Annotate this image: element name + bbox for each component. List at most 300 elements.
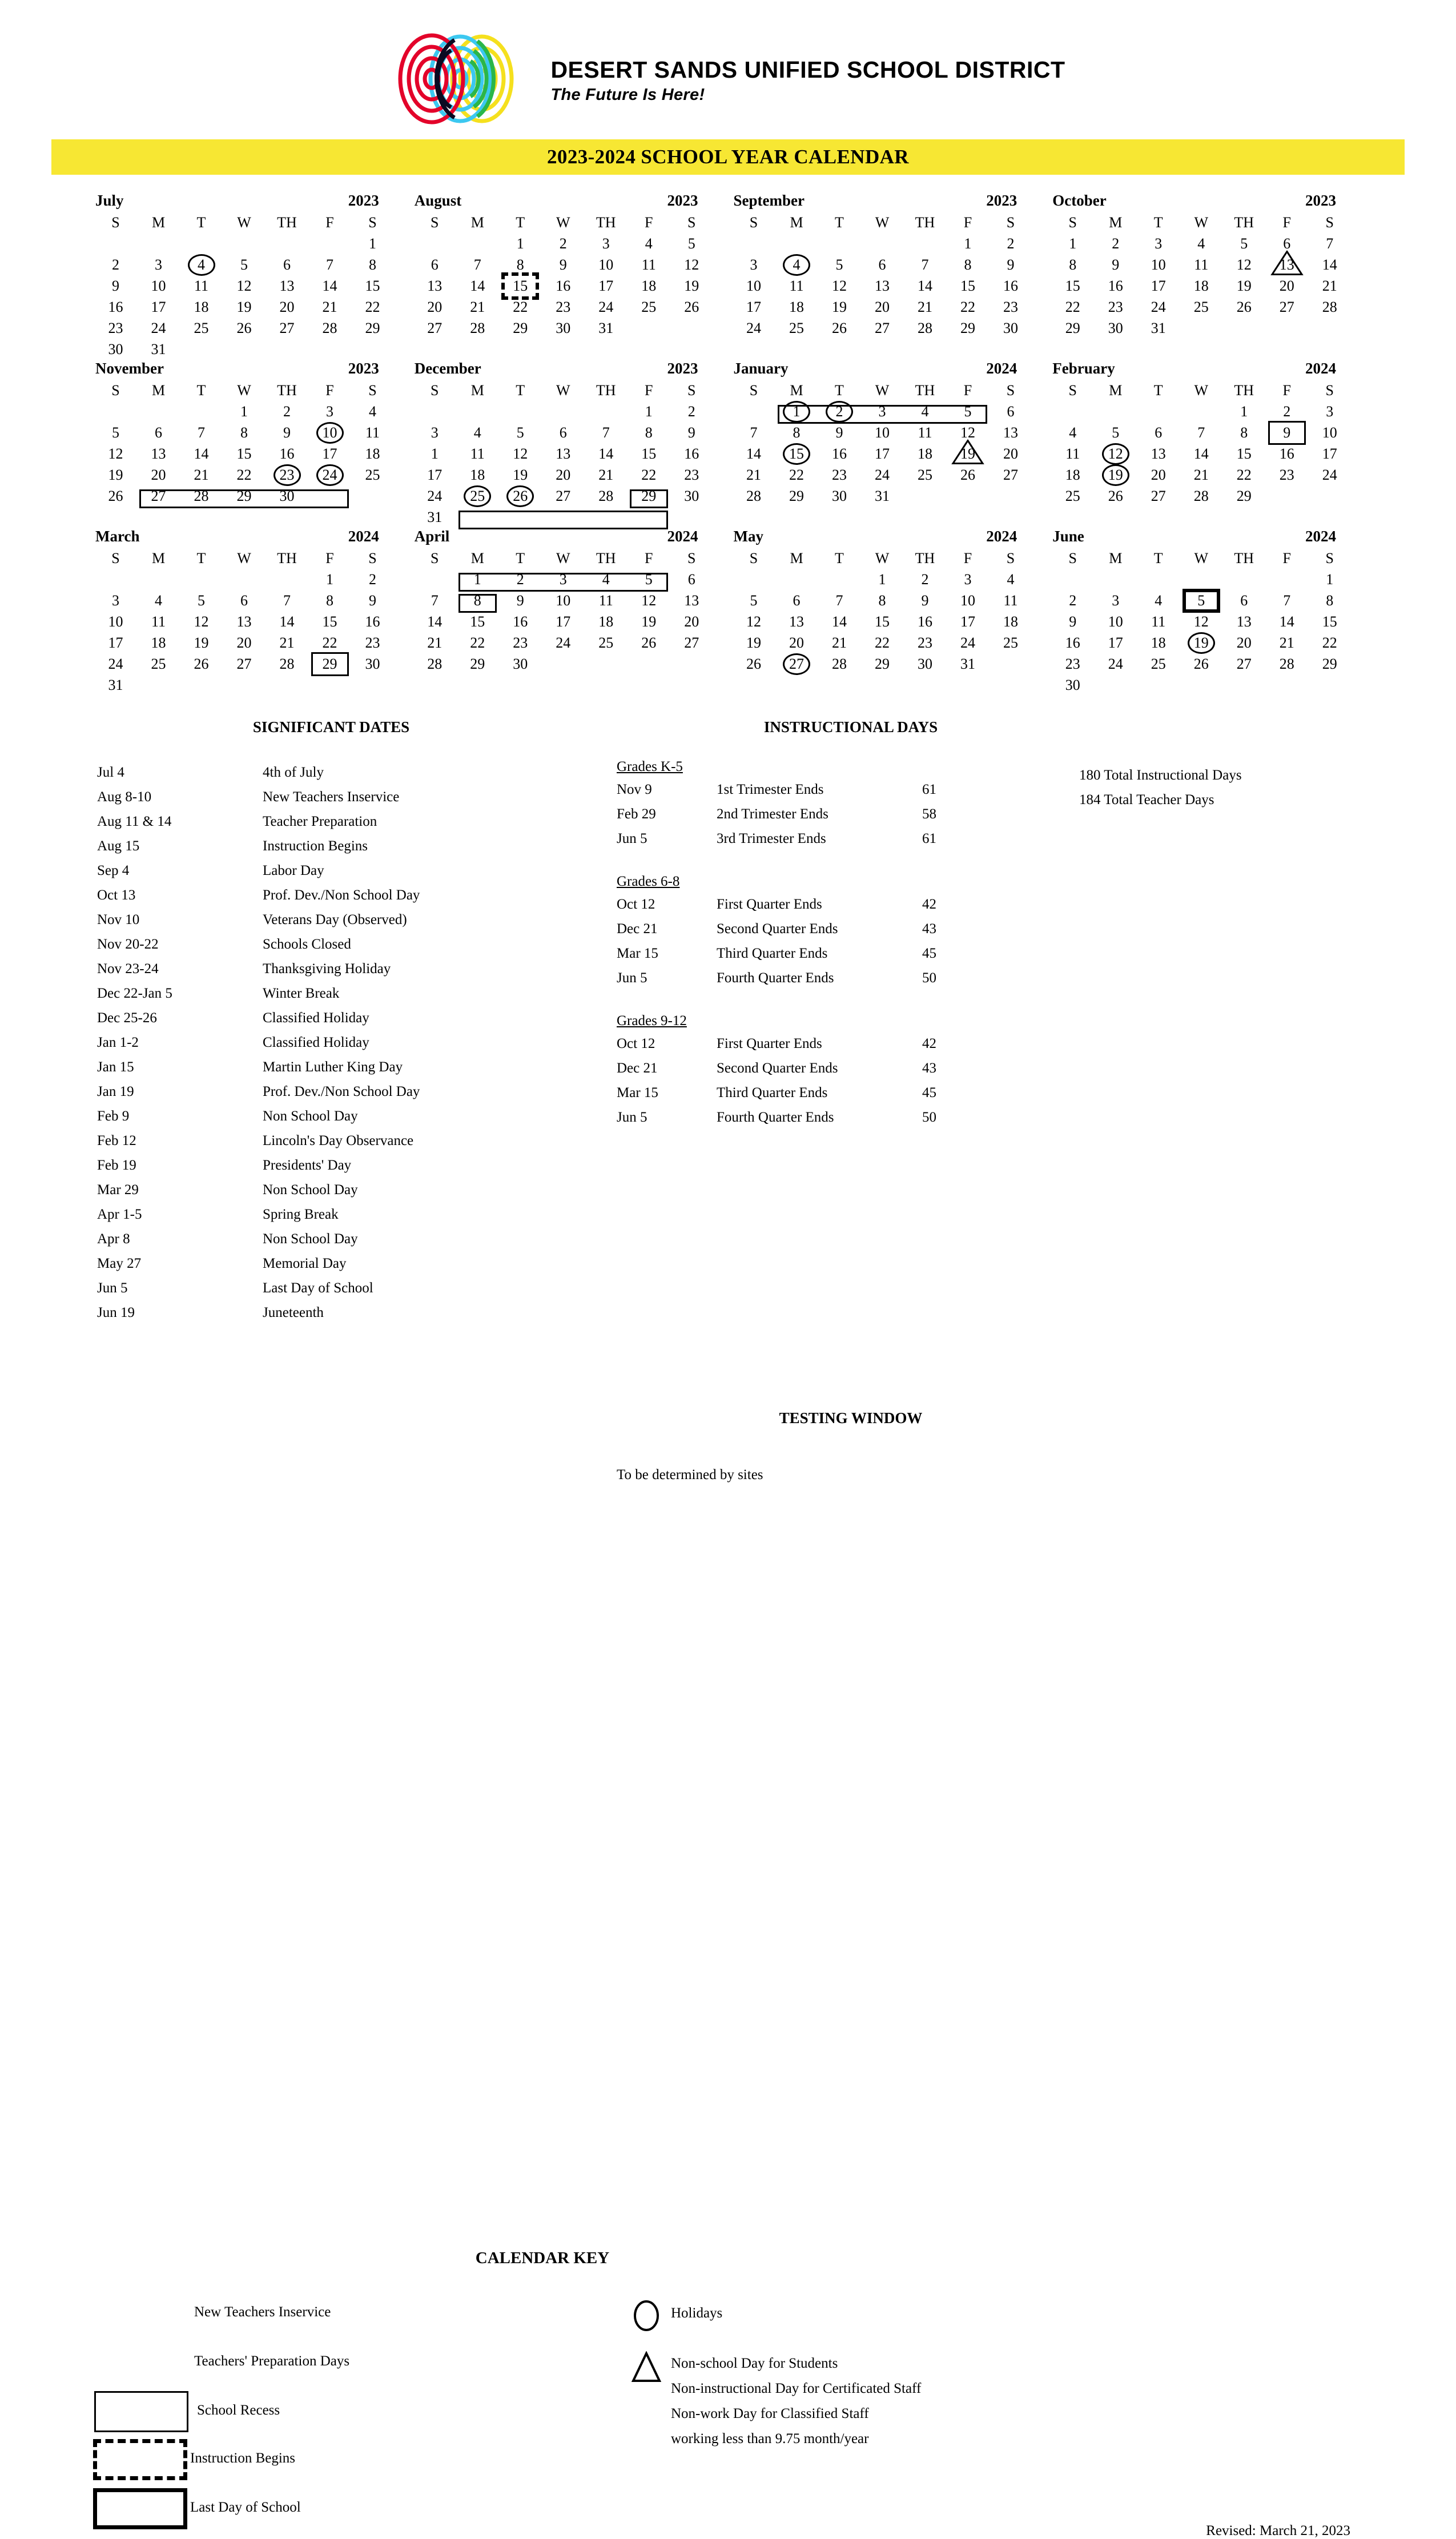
day-cell-30[interactable] [1094, 318, 1137, 339]
day-cell-23[interactable] [670, 464, 713, 485]
day-cell-27[interactable] [775, 653, 818, 674]
day-cell-25[interactable] [137, 653, 180, 674]
day-cell-2[interactable] [1265, 401, 1308, 422]
day-cell-26[interactable] [180, 653, 223, 674]
day-cell-3[interactable] [733, 254, 775, 275]
day-cell-27[interactable] [413, 318, 456, 339]
day-cell-9[interactable] [1051, 611, 1094, 632]
day-cell-4[interactable] [990, 569, 1032, 590]
day-cell-17[interactable] [94, 632, 137, 653]
day-cell-6[interactable] [1137, 422, 1180, 443]
day-cell-23[interactable] [499, 632, 542, 653]
day-cell-27[interactable] [1137, 485, 1180, 507]
day-cell-23[interactable] [1094, 296, 1137, 318]
day-cell-27[interactable] [990, 464, 1032, 485]
day-cell-14[interactable] [413, 611, 456, 632]
day-cell-1[interactable] [1051, 233, 1094, 254]
day-cell-24[interactable] [413, 485, 456, 507]
day-cell-7[interactable] [1180, 422, 1222, 443]
day-cell-2[interactable] [1094, 233, 1137, 254]
day-cell-25[interactable] [628, 296, 670, 318]
day-cell-13[interactable] [990, 422, 1032, 443]
day-cell-21[interactable] [904, 296, 947, 318]
day-cell-19[interactable] [670, 275, 713, 296]
day-cell-26[interactable] [1222, 296, 1265, 318]
day-cell-31[interactable] [94, 674, 137, 696]
day-cell-16[interactable] [499, 611, 542, 632]
day-cell-15[interactable] [861, 611, 904, 632]
day-cell-11[interactable] [585, 590, 628, 611]
day-cell-22[interactable] [456, 632, 499, 653]
day-cell-28[interactable] [1308, 296, 1351, 318]
day-cell-7[interactable] [1265, 590, 1308, 611]
day-cell-2[interactable] [904, 569, 947, 590]
day-cell-23[interactable] [351, 632, 394, 653]
day-cell-17[interactable] [137, 296, 180, 318]
day-cell-10[interactable] [861, 422, 904, 443]
day-cell-9[interactable] [499, 590, 542, 611]
day-cell-22[interactable] [628, 464, 670, 485]
day-cell-10[interactable] [137, 275, 180, 296]
day-cell-20[interactable] [413, 296, 456, 318]
day-cell-15[interactable] [351, 275, 394, 296]
day-cell-18[interactable] [351, 443, 394, 464]
day-cell-6[interactable] [413, 254, 456, 275]
day-cell-21[interactable] [818, 632, 861, 653]
day-cell-19[interactable] [94, 464, 137, 485]
day-cell-26[interactable] [670, 296, 713, 318]
day-cell-12[interactable] [818, 275, 861, 296]
day-cell-9[interactable] [266, 422, 308, 443]
day-cell-9[interactable] [1094, 254, 1137, 275]
day-cell-11[interactable] [137, 611, 180, 632]
day-cell-15[interactable] [1222, 443, 1265, 464]
day-cell-12[interactable] [1180, 611, 1222, 632]
day-cell-27[interactable] [1222, 653, 1265, 674]
day-cell-31[interactable] [413, 507, 456, 528]
day-cell-25[interactable] [1180, 296, 1222, 318]
day-cell-10[interactable] [413, 443, 456, 464]
day-cell-7[interactable] [413, 590, 456, 611]
day-cell-17[interactable] [542, 611, 585, 632]
day-cell-7[interactable] [733, 422, 775, 443]
day-cell-15[interactable] [775, 443, 818, 464]
day-cell-1[interactable] [861, 569, 904, 590]
day-cell-11[interactable] [1137, 611, 1180, 632]
day-cell-2[interactable] [266, 401, 308, 422]
day-cell-24[interactable] [585, 296, 628, 318]
day-cell-6[interactable] [1265, 233, 1308, 254]
day-cell-9[interactable] [1265, 422, 1308, 443]
day-cell-9[interactable] [542, 254, 585, 275]
day-cell-4[interactable] [628, 233, 670, 254]
day-cell-6[interactable] [137, 422, 180, 443]
day-cell-15[interactable] [947, 275, 990, 296]
day-cell-28[interactable] [413, 653, 456, 674]
day-cell-25[interactable] [585, 632, 628, 653]
day-cell-6[interactable] [670, 569, 713, 590]
day-cell-21[interactable] [1308, 275, 1351, 296]
day-cell-5[interactable] [628, 569, 670, 590]
day-cell-1[interactable] [947, 233, 990, 254]
day-cell-26[interactable] [818, 318, 861, 339]
day-cell-13[interactable] [775, 611, 818, 632]
day-cell-9[interactable] [351, 590, 394, 611]
day-cell-2[interactable] [818, 401, 861, 422]
day-cell-10[interactable] [947, 590, 990, 611]
day-cell-26[interactable] [223, 318, 266, 339]
day-cell-11[interactable] [456, 443, 499, 464]
day-cell-23[interactable] [266, 464, 308, 485]
day-cell-13[interactable] [137, 443, 180, 464]
day-cell-25[interactable] [1051, 485, 1094, 507]
day-cell-20[interactable] [775, 632, 818, 653]
day-cell-28[interactable] [904, 318, 947, 339]
day-cell-12[interactable] [1222, 254, 1265, 275]
day-cell-26[interactable] [733, 653, 775, 674]
day-cell-25[interactable] [351, 464, 394, 485]
day-cell-28[interactable] [1180, 485, 1222, 507]
day-cell-14[interactable] [1308, 254, 1351, 275]
day-cell-5[interactable] [947, 401, 990, 422]
day-cell-29[interactable] [1222, 485, 1265, 507]
day-cell-8[interactable] [351, 254, 394, 275]
day-cell-25[interactable] [775, 318, 818, 339]
day-cell-22[interactable] [861, 632, 904, 653]
day-cell-11[interactable] [1051, 443, 1094, 464]
day-cell-18[interactable] [1051, 464, 1094, 485]
day-cell-29[interactable] [775, 485, 818, 507]
day-cell-27[interactable] [1265, 296, 1308, 318]
day-cell-17[interactable] [733, 296, 775, 318]
day-cell-5[interactable] [94, 422, 137, 443]
day-cell-3[interactable] [1308, 401, 1351, 422]
day-cell-29[interactable] [308, 653, 351, 674]
day-cell-28[interactable] [180, 485, 223, 507]
day-cell-19[interactable] [499, 464, 542, 485]
day-cell-24[interactable] [947, 632, 990, 653]
day-cell-20[interactable] [1265, 275, 1308, 296]
day-cell-7[interactable] [266, 590, 308, 611]
day-cell-18[interactable] [1180, 275, 1222, 296]
day-cell-12[interactable] [94, 443, 137, 464]
day-cell-2[interactable] [499, 569, 542, 590]
day-cell-28[interactable] [266, 653, 308, 674]
day-cell-14[interactable] [180, 443, 223, 464]
day-cell-5[interactable] [499, 422, 542, 443]
day-cell-28[interactable] [1265, 653, 1308, 674]
day-cell-4[interactable] [1180, 233, 1222, 254]
day-cell-21[interactable] [180, 464, 223, 485]
day-cell-1[interactable] [351, 233, 394, 254]
day-cell-12[interactable] [947, 422, 990, 443]
day-cell-24[interactable] [94, 653, 137, 674]
day-cell-8[interactable] [1308, 590, 1351, 611]
day-cell-29[interactable] [499, 318, 542, 339]
day-cell-7[interactable] [1308, 233, 1351, 254]
day-cell-14[interactable] [585, 443, 628, 464]
day-cell-25[interactable] [1137, 653, 1180, 674]
day-cell-11[interactable] [904, 422, 947, 443]
day-cell-11[interactable] [990, 590, 1032, 611]
day-cell-8[interactable] [308, 590, 351, 611]
day-cell-3[interactable] [1094, 590, 1137, 611]
day-cell-5[interactable] [1094, 422, 1137, 443]
day-cell-16[interactable] [266, 443, 308, 464]
day-cell-6[interactable] [861, 254, 904, 275]
day-cell-16[interactable] [1051, 632, 1094, 653]
day-cell-1[interactable] [499, 233, 542, 254]
day-cell-10[interactable] [733, 275, 775, 296]
day-cell-26[interactable] [947, 464, 990, 485]
day-cell-21[interactable] [1265, 632, 1308, 653]
day-cell-10[interactable] [542, 590, 585, 611]
day-cell-21[interactable] [266, 632, 308, 653]
day-cell-1[interactable] [775, 401, 818, 422]
day-cell-12[interactable] [628, 590, 670, 611]
day-cell-8[interactable] [775, 422, 818, 443]
day-cell-10[interactable] [585, 254, 628, 275]
day-cell-8[interactable] [628, 422, 670, 443]
day-cell-15[interactable] [628, 443, 670, 464]
day-cell-4[interactable] [775, 254, 818, 275]
day-cell-21[interactable] [308, 296, 351, 318]
day-cell-22[interactable] [308, 632, 351, 653]
day-cell-21[interactable] [1180, 464, 1222, 485]
day-cell-3[interactable] [413, 422, 456, 443]
day-cell-21[interactable] [733, 464, 775, 485]
day-cell-20[interactable] [542, 464, 585, 485]
day-cell-11[interactable] [628, 254, 670, 275]
day-cell-30[interactable] [904, 653, 947, 674]
day-cell-14[interactable] [733, 443, 775, 464]
day-cell-18[interactable] [990, 611, 1032, 632]
day-cell-15[interactable] [223, 443, 266, 464]
day-cell-25[interactable] [180, 318, 223, 339]
day-cell-27[interactable] [223, 653, 266, 674]
day-cell-4[interactable] [1137, 590, 1180, 611]
day-cell-6[interactable] [223, 590, 266, 611]
day-cell-3[interactable] [308, 401, 351, 422]
day-cell-16[interactable] [990, 275, 1032, 296]
day-cell-5[interactable] [1222, 233, 1265, 254]
day-cell-28[interactable] [818, 653, 861, 674]
day-cell-30[interactable] [266, 485, 308, 507]
day-cell-6[interactable] [775, 590, 818, 611]
day-cell-19[interactable] [1180, 632, 1222, 653]
day-cell-17[interactable] [1308, 443, 1351, 464]
day-cell-9[interactable] [904, 590, 947, 611]
day-cell-29[interactable] [351, 318, 394, 339]
day-cell-30[interactable] [1051, 674, 1094, 696]
day-cell-22[interactable] [223, 464, 266, 485]
day-cell-8[interactable] [1051, 254, 1094, 275]
day-cell-18[interactable] [628, 275, 670, 296]
day-cell-2[interactable] [542, 233, 585, 254]
day-cell-18[interactable] [775, 296, 818, 318]
day-cell-22[interactable] [1051, 296, 1094, 318]
day-cell-2[interactable] [94, 254, 137, 275]
day-cell-20[interactable] [990, 443, 1032, 464]
day-cell-4[interactable] [351, 401, 394, 422]
day-cell-26[interactable] [1094, 485, 1137, 507]
day-cell-7[interactable] [818, 590, 861, 611]
day-cell-19[interactable] [818, 296, 861, 318]
day-cell-28[interactable] [308, 318, 351, 339]
day-cell-30[interactable] [542, 318, 585, 339]
day-cell-1[interactable] [1308, 569, 1351, 590]
day-cell-23[interactable] [542, 296, 585, 318]
day-cell-16[interactable] [94, 296, 137, 318]
day-cell-27[interactable] [542, 485, 585, 507]
day-cell-29[interactable] [223, 485, 266, 507]
day-cell-24[interactable] [1094, 653, 1137, 674]
day-cell-6[interactable] [990, 401, 1032, 422]
day-cell-5[interactable] [223, 254, 266, 275]
day-cell-11[interactable] [180, 275, 223, 296]
day-cell-10[interactable] [308, 422, 351, 443]
day-cell-27[interactable] [137, 485, 180, 507]
day-cell-31[interactable] [861, 485, 904, 507]
day-cell-25[interactable] [456, 485, 499, 507]
day-cell-19[interactable] [223, 296, 266, 318]
day-cell-6[interactable] [1222, 590, 1265, 611]
day-cell-10[interactable] [1094, 611, 1137, 632]
day-cell-28[interactable] [585, 485, 628, 507]
day-cell-30[interactable] [990, 318, 1032, 339]
day-cell-5[interactable] [670, 233, 713, 254]
day-cell-19[interactable] [180, 632, 223, 653]
day-cell-13[interactable] [1265, 254, 1308, 275]
day-cell-9[interactable] [94, 275, 137, 296]
day-cell-3[interactable] [542, 569, 585, 590]
day-cell-15[interactable] [456, 611, 499, 632]
day-cell-23[interactable] [818, 464, 861, 485]
day-cell-14[interactable] [1180, 443, 1222, 464]
day-cell-5[interactable] [733, 590, 775, 611]
day-cell-20[interactable] [1137, 464, 1180, 485]
day-cell-24[interactable] [861, 464, 904, 485]
day-cell-2[interactable] [351, 569, 394, 590]
day-cell-15[interactable] [499, 275, 542, 296]
day-cell-16[interactable] [904, 611, 947, 632]
day-cell-7[interactable] [456, 254, 499, 275]
day-cell-30[interactable] [670, 485, 713, 507]
day-cell-16[interactable] [670, 443, 713, 464]
day-cell-22[interactable] [1222, 464, 1265, 485]
day-cell-11[interactable] [1180, 254, 1222, 275]
day-cell-5[interactable] [180, 590, 223, 611]
day-cell-19[interactable] [1222, 275, 1265, 296]
day-cell-18[interactable] [585, 611, 628, 632]
day-cell-7[interactable] [904, 254, 947, 275]
day-cell-16[interactable] [1265, 443, 1308, 464]
day-cell-16[interactable] [542, 275, 585, 296]
day-cell-3[interactable] [94, 590, 137, 611]
day-cell-26[interactable] [628, 632, 670, 653]
day-cell-7[interactable] [180, 422, 223, 443]
day-cell-24[interactable] [733, 318, 775, 339]
day-cell-20[interactable] [1222, 632, 1265, 653]
day-cell-28[interactable] [456, 318, 499, 339]
day-cell-19[interactable] [947, 443, 990, 464]
day-cell-2[interactable] [1051, 590, 1094, 611]
day-cell-4[interactable] [180, 254, 223, 275]
day-cell-4[interactable] [1051, 422, 1094, 443]
day-cell-12[interactable] [670, 254, 713, 275]
day-cell-26[interactable] [94, 485, 137, 507]
day-cell-23[interactable] [990, 296, 1032, 318]
day-cell-11[interactable] [775, 275, 818, 296]
day-cell-7[interactable] [308, 254, 351, 275]
day-cell-31[interactable] [585, 318, 628, 339]
day-cell-5[interactable] [818, 254, 861, 275]
day-cell-9[interactable] [670, 422, 713, 443]
day-cell-15[interactable] [1051, 275, 1094, 296]
day-cell-27[interactable] [861, 318, 904, 339]
day-cell-9[interactable] [818, 422, 861, 443]
day-cell-8[interactable] [499, 254, 542, 275]
day-cell-13[interactable] [670, 590, 713, 611]
day-cell-21[interactable] [413, 632, 456, 653]
day-cell-4[interactable] [585, 569, 628, 590]
day-cell-28[interactable] [733, 485, 775, 507]
day-cell-30[interactable] [499, 653, 542, 674]
day-cell-26[interactable] [499, 485, 542, 507]
day-cell-30[interactable] [818, 485, 861, 507]
day-cell-16[interactable] [818, 443, 861, 464]
day-cell-29[interactable] [947, 318, 990, 339]
day-cell-8[interactable] [861, 590, 904, 611]
day-cell-18[interactable] [1137, 632, 1180, 653]
day-cell-14[interactable] [456, 275, 499, 296]
day-cell-14[interactable] [1265, 611, 1308, 632]
day-cell-12[interactable] [1094, 443, 1137, 464]
day-cell-10[interactable] [94, 611, 137, 632]
day-cell-13[interactable] [223, 611, 266, 632]
day-cell-19[interactable] [733, 632, 775, 653]
day-cell-3[interactable] [947, 569, 990, 590]
day-cell-25[interactable] [904, 464, 947, 485]
day-cell-20[interactable] [861, 296, 904, 318]
day-cell-13[interactable] [861, 275, 904, 296]
day-cell-3[interactable] [1137, 233, 1180, 254]
day-cell-10[interactable] [1137, 254, 1180, 275]
day-cell-30[interactable] [94, 339, 137, 360]
day-cell-24[interactable] [1137, 296, 1180, 318]
day-cell-27[interactable] [266, 318, 308, 339]
day-cell-29[interactable] [1051, 318, 1094, 339]
day-cell-22[interactable] [499, 296, 542, 318]
day-cell-23[interactable] [94, 318, 137, 339]
day-cell-15[interactable] [308, 611, 351, 632]
day-cell-14[interactable] [818, 611, 861, 632]
day-cell-1[interactable] [223, 401, 266, 422]
day-cell-4[interactable] [456, 422, 499, 443]
day-cell-8[interactable] [223, 422, 266, 443]
day-cell-1[interactable] [1222, 401, 1265, 422]
day-cell-14[interactable] [904, 275, 947, 296]
day-cell-1[interactable] [456, 569, 499, 590]
day-cell-14[interactable] [266, 611, 308, 632]
day-cell-17[interactable] [1094, 632, 1137, 653]
day-cell-1[interactable] [628, 401, 670, 422]
day-cell-13[interactable] [1222, 611, 1265, 632]
day-cell-16[interactable] [351, 611, 394, 632]
day-cell-18[interactable] [180, 296, 223, 318]
day-cell-26[interactable] [1180, 653, 1222, 674]
day-cell-18[interactable] [456, 464, 499, 485]
